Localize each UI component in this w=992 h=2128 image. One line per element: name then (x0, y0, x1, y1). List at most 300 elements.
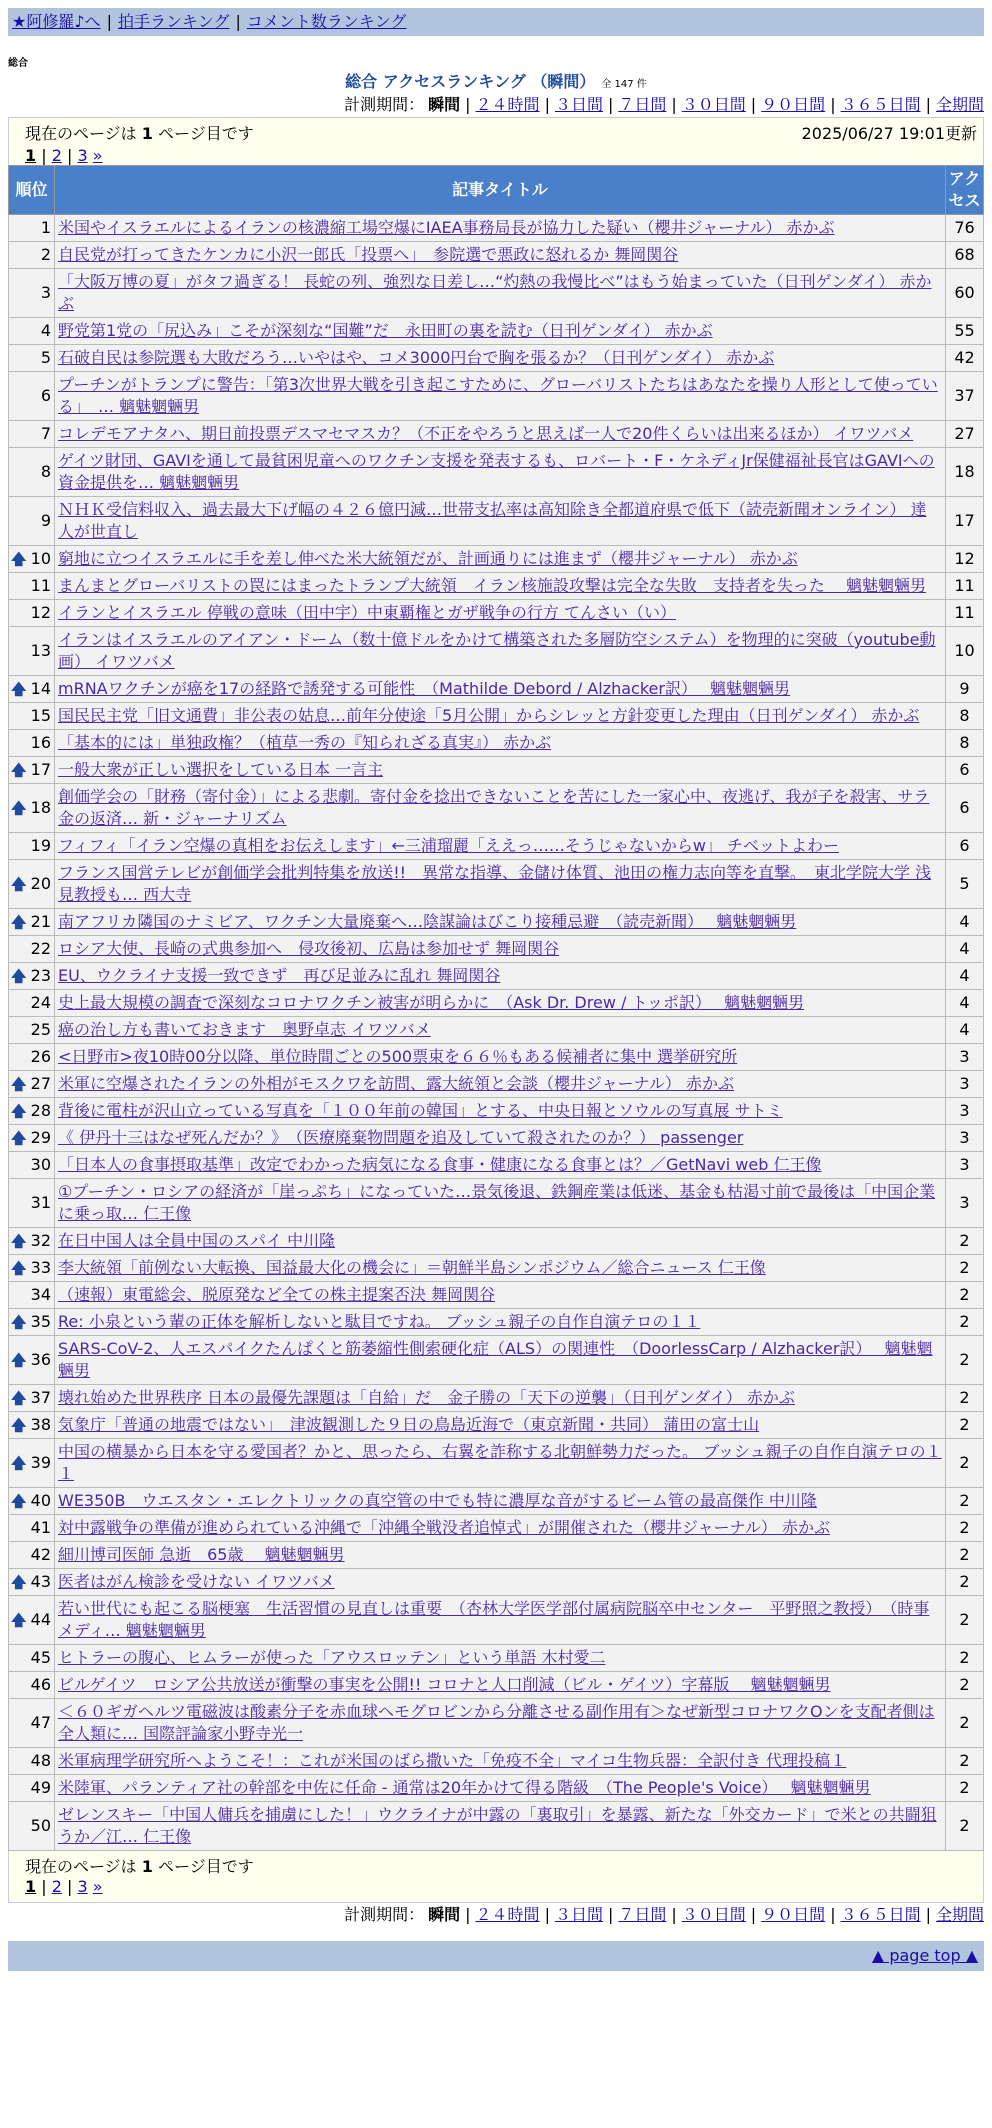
rank-up-arrow-icon: 🡅 (11, 1232, 27, 1250)
period-link[interactable]: ２４時間 (475, 95, 540, 114)
table-row (9, 546, 984, 573)
rank-cell (9, 421, 55, 448)
rank-cell (9, 1017, 55, 1044)
access-count: 4 (946, 1017, 984, 1044)
access-count: 2 (946, 1385, 984, 1412)
title-cell (55, 757, 946, 784)
access-count: 4 (946, 963, 984, 990)
title-cell (55, 990, 946, 1017)
rank-cell (9, 1412, 55, 1439)
access-count: 2 (946, 1336, 984, 1385)
article-title-link[interactable]: 米陸軍、パランティア社の幹部を中佐に任命 - 通常は20年かけて得る階級 （The People's Voice） 魑魅魍魎男 (58, 1778, 871, 1797)
access-count: 2 (946, 1596, 984, 1645)
rank-cell (9, 833, 55, 860)
rank-cell (9, 990, 55, 1017)
section-label: 総合 (8, 58, 28, 69)
article-title-link[interactable]: EU、ウクライナ支援一致できず 再び足並みに乱れ 舞岡関谷 (58, 966, 501, 985)
title-cell (55, 703, 946, 730)
page-numbers (25, 146, 967, 165)
title-cell (55, 1125, 946, 1152)
article-title-link[interactable]: WE350B ウエスタン・エレクトリックの真空管の中でも特に濃厚な音がするビーム管の最高傑作 中川隆 (58, 1491, 817, 1510)
rank-number: 27 (30, 1074, 51, 1093)
header-access: アクセス (946, 166, 984, 215)
article-title-link[interactable]: 若い世代にも起こる脳梗塞 生活習慣の見直しは重要 （杏林大学医学部付属病院脳卒中センター 平野照之教授） （時事メディ… 魑魅魍魎男 (58, 1599, 930, 1640)
rank-cell (9, 1385, 55, 1412)
article-title-link[interactable]: 「大阪万博の夏」がタフ過ぎる！ 長蛇の列、強烈な日差し…“灼熱の我慢比べ”はもう始まっていた（日刊ゲンダイ） 赤かぶ (58, 272, 932, 313)
period-selector-bottom (0, 1903, 984, 1927)
rank-number: 8 (40, 462, 51, 481)
access-count: 2 (946, 1802, 984, 1851)
article-title-link[interactable]: 《 伊丹十三はなぜ死んだか？》 （医療廃棄物問題を追及していて殺されたのか？） passenger (58, 1128, 744, 1147)
title-cell (55, 1044, 946, 1071)
rank-number: 18 (30, 798, 51, 817)
rank-number: 32 (30, 1231, 51, 1250)
rank-number: 36 (30, 1350, 51, 1369)
rank-number: 19 (30, 836, 51, 855)
access-count: 2 (946, 1309, 984, 1336)
page-separator: | (61, 1877, 78, 1896)
access-count: 3 (946, 1044, 984, 1071)
article-title-link[interactable]: 細川博司医師 急逝 65歳 魑魅魍魎男 (58, 1545, 345, 1564)
updated-timestamp: 2025/06/27 19:01更新 (801, 124, 977, 143)
rank-number: 21 (30, 912, 51, 931)
next-page-link[interactable]: » (92, 146, 103, 165)
rank-number: 30 (30, 1155, 51, 1174)
nav-home-link[interactable]: ★阿修羅♪へ (12, 12, 101, 31)
top-nav-bar (8, 8, 984, 36)
access-count: 3 (946, 1152, 984, 1179)
title-cell (55, 1515, 946, 1542)
rank-number: 24 (30, 993, 51, 1012)
title-cell (55, 345, 946, 372)
rank-up-arrow-icon: 🡅 (11, 1313, 27, 1331)
rank-number: 16 (30, 733, 51, 752)
period-link[interactable]: ３日間 (554, 1905, 603, 1924)
title-cell (55, 1748, 946, 1775)
rank-up-arrow-icon: 🡅 (11, 799, 27, 817)
title-cell (55, 1071, 946, 1098)
access-count: 2 (946, 1412, 984, 1439)
title-cell (55, 1336, 946, 1385)
rank-cell (9, 909, 55, 936)
table-row (9, 1596, 984, 1645)
rank-number: 10 (30, 549, 51, 568)
article-title-link[interactable]: 「日本人の食事摂取基準」改定でわかった病気になる食事・健康になる食事とは？／GetNavi web 仁王像 (58, 1155, 822, 1174)
article-title-link[interactable]: 背後に電柱が沢山立っている写真を「１００年前の韓国」とする、中央日報とソウルの写真展 サトミ (58, 1101, 783, 1120)
rank-cell (9, 627, 55, 676)
rank-up-arrow-icon: 🡅 (11, 1389, 27, 1407)
article-title-link[interactable]: まんまとグローバリストの罠にはまったトランプ大統領 イラン核施設攻撃は完全な失敗 支持者を失った 魑魅魍魎男 (58, 576, 926, 595)
rank-cell (9, 730, 55, 757)
rank-up-arrow-icon: 🡅 (11, 1102, 27, 1120)
rank-cell (9, 676, 55, 703)
table-row (9, 676, 984, 703)
period-link[interactable]: ２４時間 (475, 1905, 540, 1924)
access-count: 8 (946, 730, 984, 757)
period-separator: | (750, 95, 757, 114)
rank-cell (9, 1336, 55, 1385)
rank-cell (9, 242, 55, 269)
rank-cell (9, 1152, 55, 1179)
rank-up-arrow-icon: 🡅 (11, 913, 27, 931)
rank-number: 33 (30, 1258, 51, 1277)
article-title-link[interactable]: ＮＨＫ受信料収入、過去最大下げ幅の４２６億円減…世帯支払率は高知除き全都道府県で低下（読売新聞オンライン） 達人が世直し (58, 500, 927, 541)
rank-number: 42 (30, 1545, 51, 1564)
rank-number: 15 (30, 706, 51, 725)
article-title-link[interactable]: 石破自民は参院選も大敗だろう…いやはや、コメ3000円台で胸を張るか？（日刊ゲンダイ） 赤かぶ (58, 348, 775, 367)
article-title-link[interactable]: mRNAワクチンが癌を17の経路で誘発する可能性 （Mathilde Debord / Alzhacker訳） 魑魅魍魎男 (58, 679, 791, 698)
table-row (9, 448, 984, 497)
period-link[interactable]: ３６５日間 (840, 95, 921, 114)
table-row (9, 1569, 984, 1596)
rank-number: 28 (30, 1101, 51, 1120)
article-title-link[interactable]: 南アフリカ隣国のナミビア、ワクチン大量廃棄へ…陰謀論はびこり接種忌避 （読売新聞） 魑魅魍魎男 (58, 912, 797, 931)
title-cell (55, 1775, 946, 1802)
rank-number: 43 (30, 1572, 51, 1591)
current-page-text: 現在のページは 1 ページ目です (25, 124, 254, 143)
rank-number: 1 (40, 218, 51, 237)
article-title-link[interactable]: 中国の横暴から日本を守る愛国者？かと、思ったら、右翼を詐称する北朝鮮勢力だった。 ブッシュ親子の自作自演テロの１１ (58, 1442, 942, 1483)
nav-applause-ranking-link[interactable]: 拍手ランキング (117, 12, 230, 31)
title-cell (55, 448, 946, 497)
access-count: 4 (946, 936, 984, 963)
table-row (9, 1439, 984, 1488)
nav-separator: | (106, 12, 112, 31)
rank-number: 9 (40, 511, 51, 530)
article-title-link[interactable]: 李大統領「前例ない大転換、国益最大化の機会に」＝朝鮮半島シンポジウム／総合ニュース 仁王像 (58, 1258, 766, 1277)
article-title-link[interactable]: 創価学会の「財務（寄付金）」による悲劇。寄付金を捻出できないことを苦にした一家心中、夜逃げ、我が子を殺害、サラ金の返済… 新・ジャーナリズム (58, 787, 930, 828)
title-cell (55, 936, 946, 963)
title-cell (55, 269, 946, 318)
next-page-link[interactable]: » (92, 1877, 103, 1896)
table-row (9, 573, 984, 600)
rank-number: 12 (30, 603, 51, 622)
article-title-link[interactable]: フランス国営テレビが創価学会批判特集を放送!! 異常な指導、金儲け体質、池田の権力志向等を直撃。 東北学院大学 浅見教授も… 西大寺 (58, 863, 932, 904)
rank-number: 3 (40, 283, 51, 302)
table-row (9, 269, 984, 318)
article-title-link[interactable]: （速報）東電総会、脱原発など全ての株主提案否決 舞岡関谷 (58, 1285, 496, 1304)
page-number-current: 1 (25, 1877, 37, 1896)
period-separator: | (671, 1905, 677, 1924)
rank-number: 35 (30, 1312, 51, 1331)
title-cell (55, 1569, 946, 1596)
rank-cell (9, 1488, 55, 1515)
access-count: 3 (946, 1125, 984, 1152)
title-cell (55, 1309, 946, 1336)
title-cell (55, 318, 946, 345)
title-cell (55, 1098, 946, 1125)
rank-up-arrow-icon: 🡅 (11, 1129, 27, 1147)
bottom-bar (8, 1941, 984, 1971)
article-title-link[interactable]: ゼレンスキー「中国人傭兵を捕虜にした！」ウクライナが中露の「裏取引」を暴露、新たな「外交カード」で米との共闘狙うか／江… 仁王像 (58, 1805, 937, 1846)
rank-cell (9, 1439, 55, 1488)
rank-cell (9, 703, 55, 730)
table-row (9, 1282, 984, 1309)
access-count: 5 (946, 860, 984, 909)
period-selector-top (0, 93, 984, 117)
rank-number: 41 (30, 1518, 51, 1537)
article-title-link[interactable]: ヒトラーの腹心、ヒムラーが使った「アウスロッテン」という単語 木村愛二 (58, 1648, 606, 1667)
title-cell (55, 963, 946, 990)
access-count: 2 (946, 1542, 984, 1569)
table-row (9, 784, 984, 833)
table-row (9, 1255, 984, 1282)
table-row (9, 1542, 984, 1569)
period-label: 計測期間： (344, 95, 425, 114)
table-row (9, 1515, 984, 1542)
title-cell (55, 1596, 946, 1645)
page-separator: | (36, 1877, 52, 1896)
rank-cell (9, 1098, 55, 1125)
rank-cell (9, 963, 55, 990)
rank-cell (9, 215, 55, 242)
article-title-link[interactable]: イランとイスラエル 停戦の意味（田中宇）中東覇権とガザ戦争の行方 てんさい（い） (58, 603, 677, 622)
title-cell (55, 1802, 946, 1851)
table-row (9, 1309, 984, 1336)
rank-cell (9, 1699, 55, 1748)
pager-bottom (8, 1851, 984, 1903)
access-count: 4 (946, 909, 984, 936)
table-row (9, 1336, 984, 1385)
article-title-link[interactable]: Re: 小泉という輩の正体を解析しないと駄目ですね。 ブッシュ親子の自作自演テロの１１ (58, 1312, 701, 1331)
page-number-link[interactable]: 2 (51, 146, 62, 165)
rank-number: 38 (30, 1415, 51, 1434)
rank-up-arrow-icon: 🡅 (11, 1492, 27, 1510)
period-link[interactable]: ９０日間 (761, 1905, 826, 1924)
rank-number: 37 (30, 1388, 51, 1407)
article-title-link[interactable]: 米軍に空爆されたイランの外相がモスクワを訪問、露大統領と会談（櫻井ジャーナル） 赤かぶ (58, 1074, 734, 1093)
article-title-link[interactable]: ＜６０ギガヘルツ電磁波は酸素分子を赤血球ヘモグロビンから分離させる副作用有＞なぜ新型コロナワクOンを支配者側は全人類に… 国際評論家小野寺光一 (58, 1702, 935, 1743)
rank-number: 23 (30, 966, 51, 985)
period-link[interactable]: ９０日間 (761, 95, 826, 114)
article-title-link[interactable]: 国民民主党「旧文通費」非公表の姑息…前年分使途「5月公開」からシレッと方針変更した理由（日刊ゲンダイ） 赤かぶ (58, 706, 920, 725)
access-count: 3 (946, 1071, 984, 1098)
nav-separator: | (235, 12, 241, 31)
rank-number: 14 (30, 679, 51, 698)
access-count: 9 (946, 676, 984, 703)
access-count: 17 (946, 497, 984, 546)
period-link[interactable]: ３日間 (554, 95, 603, 114)
period-separator: | (830, 95, 836, 114)
table-row (9, 909, 984, 936)
rank-cell (9, 497, 55, 546)
article-title-link[interactable]: 米国やイスラエルによるイランの核濃縮工場空爆にIAEA事務局長が協力した疑い（櫻井ジャーナル） 赤かぶ (58, 218, 835, 237)
article-title-link[interactable]: ビルゲイツ ロシア公共放送が衝撃の事実を公開!! コロナと人口削減（ビル・ゲイツ）字幕版 魑魅魍魎男 (58, 1675, 831, 1694)
page-top-link[interactable]: ▲ page top ▲ (871, 1946, 978, 1965)
rank-number: 7 (40, 424, 51, 443)
rank-cell (9, 600, 55, 627)
rank-number: 11 (30, 576, 51, 595)
period-separator: | (465, 1905, 471, 1924)
access-count: 27 (946, 421, 984, 448)
period-separator: | (671, 95, 677, 114)
table-row (9, 963, 984, 990)
article-title-link[interactable]: プーチンがトランプに警告：「第3次世界大戦を引き起こすために、グローバリストたちはあなたを操り人形として使っている」 … 魑魅魍魎男 (58, 375, 938, 416)
rank-cell (9, 345, 55, 372)
table-row (9, 1672, 984, 1699)
article-title-link[interactable]: ロシア大使、長崎の式典参加へ 侵攻後初、広島は参加せず 舞岡関谷 (58, 939, 560, 958)
table-header-row (9, 166, 984, 215)
table-row (9, 1775, 984, 1802)
nav-comment-ranking-link[interactable]: コメント数ランキング (246, 12, 407, 31)
access-count: 2 (946, 1282, 984, 1309)
rank-cell (9, 372, 55, 421)
article-title-link[interactable]: 対中露戦争の準備が進められている沖縄で「沖縄全戦没者追悼式」が開催された（櫻井ジャーナル） 赤かぶ (58, 1518, 830, 1537)
access-count: 2 (946, 1488, 984, 1515)
period-link[interactable]: 全期間 (935, 95, 984, 114)
article-title-link[interactable]: 自民党が打ってきたケンカに小沢一郎氏「投票へ」 参院選で悪政に怒れるか 舞岡関谷 (58, 245, 679, 264)
page-number-link[interactable]: 2 (51, 1877, 62, 1896)
rank-number: 17 (30, 760, 51, 779)
table-row (9, 936, 984, 963)
table-row (9, 1017, 984, 1044)
current-page-text: 現在のページは 1 ページ目です (25, 1857, 254, 1876)
article-title-link[interactable]: 窮地に立つイスラエルに手を差し伸べた米大統領だが、計画通りには進まず（櫻井ジャーナル） 赤かぶ (58, 549, 798, 568)
access-count: 2 (946, 1699, 984, 1748)
article-title-link[interactable]: SARS-CoV-2、人エスパイクたんぱくと筋萎縮性側索硬化症（ALS）の関連性 （DoorlessCarp / Alzhacker訳） 魑魅魍魎男 (58, 1339, 933, 1380)
access-count: 18 (946, 448, 984, 497)
article-title-link[interactable]: 一般大衆が正しい選択をしている日本 一言主 (58, 760, 384, 779)
rank-number: 5 (40, 348, 51, 367)
rank-number: 49 (30, 1778, 51, 1797)
rank-up-arrow-icon: 🡅 (11, 1611, 27, 1629)
table-row (9, 1098, 984, 1125)
title-cell (55, 1672, 946, 1699)
title-cell (55, 1412, 946, 1439)
table-row (9, 1802, 984, 1851)
title-cell (55, 676, 946, 703)
table-row (9, 1044, 984, 1071)
rank-number: 31 (30, 1193, 51, 1212)
table-row (9, 600, 984, 627)
page-separator: | (61, 146, 78, 165)
title-cell (55, 1542, 946, 1569)
title-cell (55, 1152, 946, 1179)
title-cell (55, 909, 946, 936)
rank-cell (9, 318, 55, 345)
title-cell (55, 1179, 946, 1228)
total-count: 全 147 件 (601, 79, 647, 90)
period-current: 瞬間 (428, 1905, 461, 1924)
title-cell (55, 242, 946, 269)
access-count: 6 (946, 784, 984, 833)
rank-up-arrow-icon: 🡅 (11, 1416, 27, 1434)
article-title-link[interactable]: 癌の治し方も書いておきます 奥野卓志 イワツバメ (58, 1020, 431, 1039)
period-separator: | (607, 1905, 614, 1924)
access-count: 6 (946, 757, 984, 784)
period-link[interactable]: 全期間 (935, 1905, 984, 1924)
access-count: 60 (946, 269, 984, 318)
period-separator: | (607, 95, 614, 114)
page-number-link[interactable]: 3 (77, 146, 88, 165)
ranking-table (8, 165, 984, 1851)
page-title: 総合 アクセスランキング （瞬間） (345, 72, 596, 91)
table-row (9, 345, 984, 372)
page-number-link[interactable]: 3 (77, 1877, 88, 1896)
article-title-link[interactable]: ゲイツ財団、GAVIを通して最貧困児童へのワクチン支援を発表するも、ロバート・F・ケネディJr保健福祉長官はGAVIへの資金提供を… 魑魅魍魎男 (58, 451, 935, 492)
article-title-link[interactable]: 史上最大規模の調査で深刻なコロナワクチン被害が明らかに （Ask Dr. Drew / トッポ訳） 魑魅魍魎男 (58, 993, 805, 1012)
rank-cell (9, 1071, 55, 1098)
article-title-link[interactable]: 気象庁「普通の地震ではない」 津波観測した９日の鳥島近海で（東京新聞・共同） 蒲田の富士山 (58, 1415, 760, 1434)
article-title-link[interactable]: 在日中国人は全員中国のスパイ 中川隆 (58, 1231, 336, 1250)
access-count: 2 (946, 1439, 984, 1488)
rank-cell (9, 1228, 55, 1255)
rank-up-arrow-icon: 🡅 (11, 967, 27, 985)
table-row (9, 318, 984, 345)
table-row (9, 1228, 984, 1255)
access-count: 11 (946, 573, 984, 600)
table-row (9, 703, 984, 730)
period-link[interactable]: ７日間 (618, 95, 667, 114)
access-count: 2 (946, 1515, 984, 1542)
rank-cell (9, 1775, 55, 1802)
rank-cell (9, 1542, 55, 1569)
rank-number: 45 (30, 1648, 51, 1667)
table-row (9, 1645, 984, 1672)
rank-cell (9, 1515, 55, 1542)
page-separator: | (36, 146, 52, 165)
rank-number: 47 (30, 1713, 51, 1732)
rank-up-arrow-icon: 🡅 (11, 1075, 27, 1093)
table-row (9, 833, 984, 860)
table-row (9, 730, 984, 757)
period-link[interactable]: ３０日間 (681, 1905, 746, 1924)
rank-up-arrow-icon: 🡅 (11, 1454, 27, 1472)
rank-cell (9, 1309, 55, 1336)
title-cell (55, 1488, 946, 1515)
access-count: 2 (946, 1672, 984, 1699)
article-title-link[interactable]: 壊れ始めた世界秩序 日本の最優先課題は「自給」だ 金子勝の「天下の逆襲」（日刊ゲンダイ） 赤かぶ (58, 1388, 795, 1407)
rank-cell (9, 860, 55, 909)
table-row (9, 421, 984, 448)
rank-up-arrow-icon: 🡅 (11, 680, 27, 698)
rank-number: 25 (30, 1020, 51, 1039)
table-row (9, 990, 984, 1017)
article-title-link[interactable]: 医者はがん検診を受けない イワツバメ (58, 1572, 335, 1591)
access-count: 55 (946, 318, 984, 345)
rank-number: 2 (40, 245, 51, 264)
rank-number: 50 (30, 1816, 51, 1835)
title-cell (55, 600, 946, 627)
article-title-link[interactable]: 「基本的には」単独政権？（植草一秀の『知られざる真実』） 赤かぶ (58, 733, 552, 752)
period-link[interactable]: ７日間 (618, 1905, 667, 1924)
period-link[interactable]: ３０日間 (681, 95, 746, 114)
rank-cell (9, 448, 55, 497)
article-title-link[interactable]: 野党第1党の「尻込み」こそが深刻な“国難”だ 永田町の裏を読む（日刊ゲンダイ） 赤かぶ (58, 321, 713, 340)
period-link[interactable]: ３６５日間 (840, 1905, 921, 1924)
rank-up-arrow-icon: 🡅 (11, 1351, 27, 1369)
article-title-link[interactable]: フィフィ「イラン空爆の真相をお伝えします」←三浦瑠麗「ええっ……そうじゃないからw」 チベットよわー (58, 836, 840, 855)
table-row (9, 497, 984, 546)
rank-number: 34 (30, 1285, 51, 1304)
article-title-link[interactable]: <日野市>夜10時00分以降、単位時間ごとの500票束を６６％もある候補者に集中 選挙研究所 (58, 1047, 738, 1066)
title-cell (55, 627, 946, 676)
article-title-link[interactable]: ①プーチン・ロシアの経済が「崖っぷち」になっていた…景気後退、鉄鋼産業は低迷、基金も枯渇寸前で最後は「中国企業に乗っ取… 仁王像 (58, 1182, 936, 1223)
rank-up-arrow-icon: 🡅 (11, 875, 27, 893)
rank-number: 4 (40, 321, 51, 340)
article-title-link[interactable]: 米軍病理学研究所へようこそ！：これが米国のばら撒いた「免疫不全」マイコ生物兵器：全訳付き 代理投稿１ (58, 1751, 847, 1770)
period-separator: | (925, 95, 931, 114)
title-cell (55, 215, 946, 242)
article-title-link[interactable]: イランはイスラエルのアイアン・ドーム（数十億ドルをかけて構築された多層防空システム）を物理的に突破（youtube動画） イワツバメ (58, 630, 936, 671)
title-cell (55, 784, 946, 833)
rank-number: 29 (30, 1128, 51, 1147)
article-title-link[interactable]: コレデモアナタハ、期日前投票デスマセマスカ？（不正をやろうと思えば一人で20件くらいは出来るほか） イワツバメ (58, 424, 914, 443)
access-count: 3 (946, 1179, 984, 1228)
title-cell (55, 1282, 946, 1309)
table-row (9, 627, 984, 676)
rank-number: 22 (30, 939, 51, 958)
